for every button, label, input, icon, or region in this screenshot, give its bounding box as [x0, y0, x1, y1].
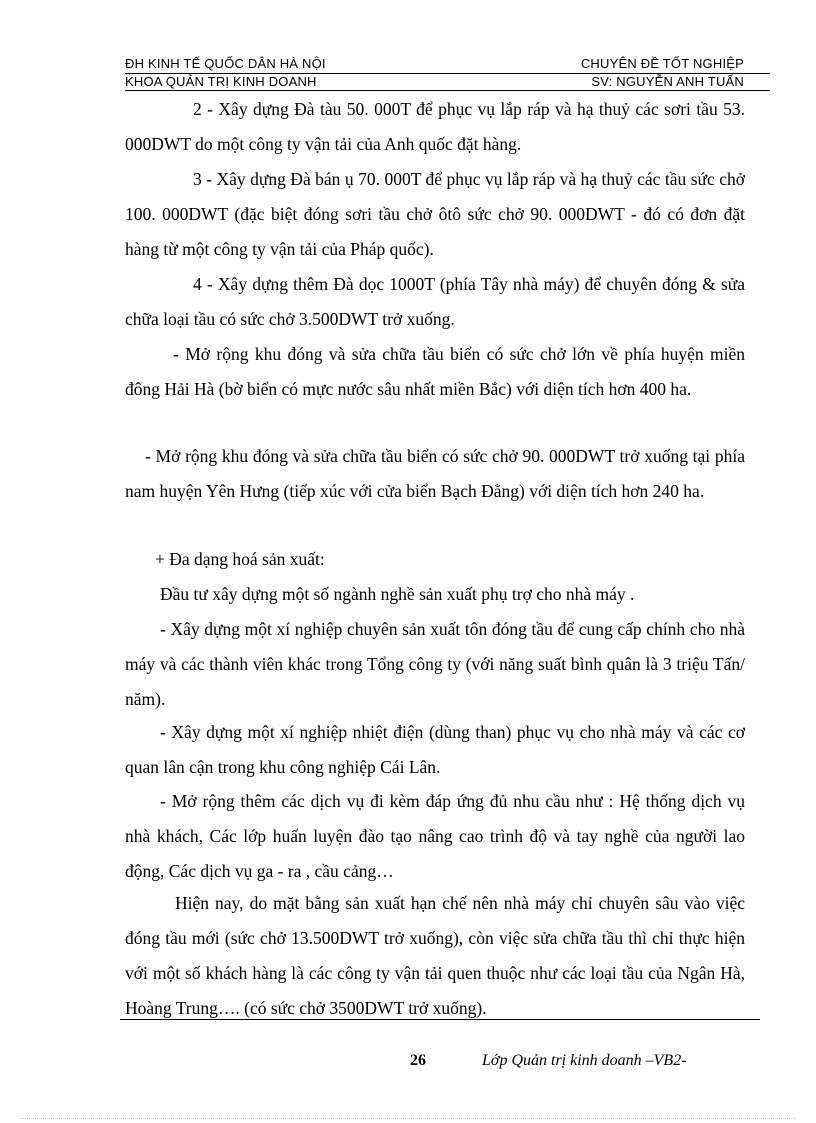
paragraph-slipway-50000: 2 - Xây dựng Đà tàu 50. 000T để phục vụ lắp ráp và hạ thuỷ các sơri tầu 53. 000DWT do một công ty vận tải của Anh quốc đặt hàng. [125, 99, 745, 154]
paragraph-investment: Đầu tư xây dựng một số ngành nghề sản xuất phụ trợ cho nhà máy . [160, 584, 635, 604]
page-bottom-border [20, 1118, 796, 1119]
header-university: ĐH KINH TẾ QUỐC DÂN HÀ NỘI [125, 56, 326, 71]
header-rule-bottom [125, 90, 770, 91]
header-student: SV: NGUYỄN ANH TUẤN [591, 74, 744, 89]
footer-class-name: Lớp Quản trị kinh doanh –VB2- [482, 1052, 687, 1069]
paragraph-power-plant: - Xây dựng một xí nghiệp nhiệt điện (dùng than) phục vụ cho nhà máy và các cơ quan lân cận trong khu công nghiệp Cái Lân. [125, 722, 745, 777]
paragraph-slipway-1000: 4 - Xây dựng thêm Đà dọc 1000T (phía Tây nhà máy) để chuyên đóng & sửa chữa loại tầu có sức chở 3.500DWT trở xuống. [125, 274, 745, 329]
paragraph-expand-yen-hung: - Mở rộng khu đóng và sửa chữa tầu biển có sức chở 90. 000DWT trở xuống tại phía nam huyện Yên Hưng (tiếp xúc với cửa biển Bạch Đằng) với diện tích hơn 240 ha. [125, 446, 745, 501]
paragraph-expand-hai-ha: - Mở rộng khu đóng và sửa chữa tầu biển có sức chở lớn về phía huyện miền đông Hải Hà (bờ biển có mực nước sâu nhất miền Bắc) với diện tích hơn 400 ha. [125, 344, 745, 399]
paragraph-diversify-heading: + Đa dạng hoá sản xuất: [155, 549, 325, 569]
footer-rule [120, 1019, 760, 1020]
paragraph-steel-plant: - Xây dựng một xí nghiệp chuyên sản xuất tôn đóng tầu để cung cấp chính cho nhà máy và các thành viên khác trong Tổng công ty (với năng suất bình quân là 3 triệu Tấn/ năm). [125, 619, 745, 709]
header-report-type: CHUYÊN ĐỀ TỐT NGHIỆP [580, 56, 744, 71]
paragraph-semi-dock-70000: 3 - Xây dựng Đà bán ụ 70. 000T để phục vụ lắp ráp và hạ thuỷ các tầu sức chở 100. 000DWT (đặc biệt đóng sơri tầu chở ôtô sức chở 90. 000DWT - đó có đơn đặt hàng từ một công ty vận tải của Pháp quốc). [125, 169, 745, 259]
header-faculty: KHOA QUẢN TRỊ KINH DOANH [125, 74, 317, 89]
paragraph-services: - Mở rộng thêm các dịch vụ đi kèm đáp ứng đủ nhu cầu như : Hệ thống dịch vụ nhà khách, Các lớp huấn luyện đào tạo nâng cao trình độ và tay nghề của người lao động, Các dịch vụ ga - ra , cầu cảng… [125, 791, 745, 881]
page-number: 26 [410, 1052, 426, 1069]
paragraph-current-status: Hiện nay, do mặt bằng sản xuất hạn chế nên nhà máy chỉ chuyên sâu vào việc đóng tầu mới (sức chở 13.500DWT trở xuống), còn việc sửa chữa tầu thì chỉ thực hiện với một số khách hàng là các công ty vận tải quen thuộc như các loại tầu của Ngân Hà, Hoàng Trung…. (có sức chở 3500DWT trở xuống). [125, 893, 745, 1018]
